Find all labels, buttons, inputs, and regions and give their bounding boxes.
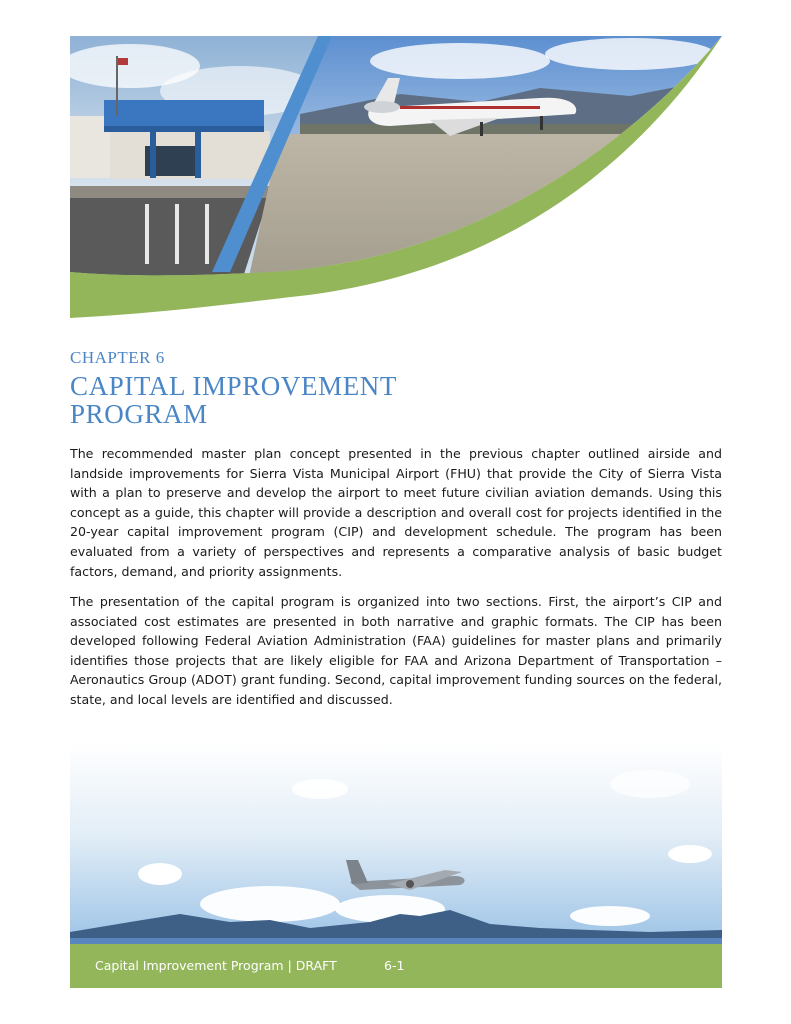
chapter-number: CHAPTER 6 — [70, 348, 165, 367]
hero-photo-banner — [70, 36, 722, 318]
intro-paragraph: The recommended master plan concept presented in the previous chapter outlined airside and landside improvements for Sierra Vista Municipal Airport (FHU) that provide the City of Sierra Vista with a plan to preserve and develop the airport to meet future civilian aviation demands. Using this concept as a guide, this chapter will provide a description and overall cost for projects identified in the 20-year capital improvement program (CIP) and development schedule. The program has been evaluated from a variety of perspectives and represents a comparative analysis of basic budget factors, demand, and priority assignments. — [70, 446, 722, 579]
organization-paragraph: The presentation of the capital program is organized into two sections. First, the airport’s CIP and associated cost estimates are presented in both narrative and graphic formats. The CIP has been developed following Federal Aviation Administration (FAA) guidelines for master plans and primarily identifies those projects that are likely eligible for FAA and Arizona Department of Transportation – Aeronautics Group (ADOT) grant funding. Second, capital improvement funding sources on the federal, state, and local levels are identified and discussed. — [70, 594, 722, 707]
page-footer — [70, 944, 722, 988]
footer-page-number: 6-1 — [384, 958, 405, 973]
footer-document-title: Capital Improvement Program | DRAFT — [95, 958, 337, 973]
chapter-title: CAPITAL IMPROVEMENT PROGRAM — [70, 371, 397, 429]
bottom-aircraft-banner — [70, 744, 722, 944]
